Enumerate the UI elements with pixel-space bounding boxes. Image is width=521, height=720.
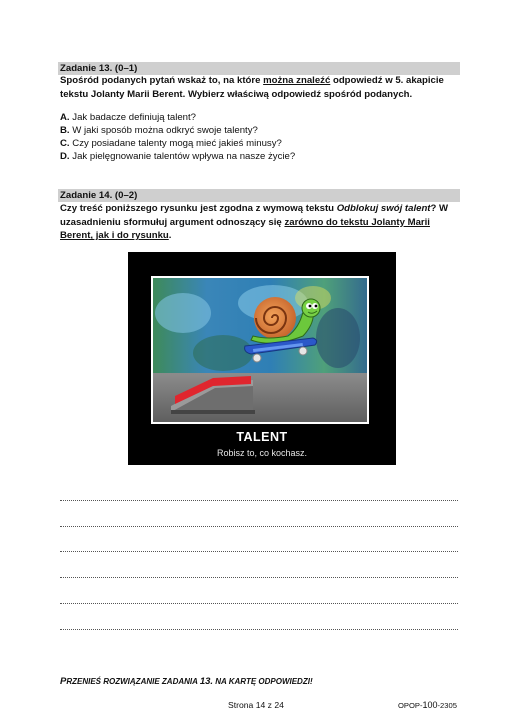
poster-title: TALENT [236, 430, 288, 444]
task-14-header: Zadanie 14. (0–2) [58, 189, 460, 202]
answer-line[interactable] [60, 526, 458, 527]
answer-line[interactable] [60, 551, 458, 552]
option-b: B. W jaki sposób można odkryć swoje talenty? [60, 125, 258, 136]
answer-line[interactable] [60, 577, 458, 578]
page-number: Strona 14 z 24 [228, 700, 284, 710]
option-a: A. Jak badacze definiują talent? [60, 112, 197, 123]
answer-line[interactable] [60, 500, 458, 501]
task-14-question: Czy treść poniższego rysunku jest zgodna z wymową tekstu Odblokuj swój talent? W uzasadnieniu sformułuj argument odnoszący się zarówno do tekstu Jolanty Marii Berent, jak i do rysunku. [60, 203, 449, 241]
option-c: C. Czy posiadane talenty mogą mieć jakieś minusy? [60, 138, 282, 149]
poster-caption: Robisz to, co kochasz. [216, 448, 308, 458]
task-13-question: Spośród podanych pytań wskaż to, na które można znaleźć odpowiedź w 5. akapicie tekstu Jolanty Marii Berent. Wybierz właściwą odpowiedź spośród podanych. [60, 75, 444, 100]
exam-code: OPOP-100-2305 [398, 700, 457, 710]
task-13-header: Zadanie 13. (0–1) [58, 62, 460, 75]
option-d: D. Jak pielęgnowanie talentów wpływa na nasze życie? [60, 151, 296, 162]
answer-line[interactable] [60, 629, 458, 630]
transfer-answer-note: PRZENIEŚ ROZWIĄZANIE ZADANIA 13. NA KARTĘ ODPOWIEDZI! [60, 676, 313, 687]
answer-line[interactable] [60, 603, 458, 604]
snail-skateboard-picture [153, 278, 367, 422]
